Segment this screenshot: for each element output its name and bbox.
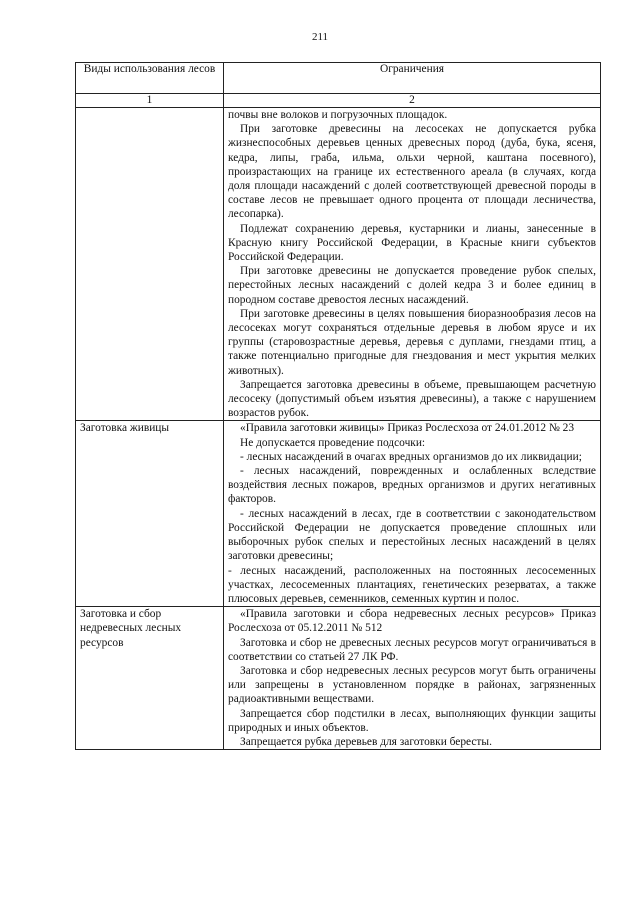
restriction-paragraph: При заготовке древесины на лесосеках не допускается рубка жизнеспособных деревьев ценных древесных пород (дуба, бука, ясеня, кедра, липы, граба, ильма, ольхи черной, каштана посевного), произрастающих на границе их естественного ареала (в случаях, когда доля площади насаждений с долей соответствующей древесной породы в составе лесов не превышает одного процента от площади лесничества, лесопарка). bbox=[228, 123, 596, 221]
table-row bbox=[76, 607, 601, 750]
restriction-paragraph: - лесных насаждений, поврежденных и ослабленных вследствие воздействия лесных пожаров, вредных организмов и других негативных факторов. bbox=[228, 465, 596, 506]
column-number-row bbox=[76, 94, 601, 108]
table-row bbox=[76, 421, 601, 607]
restriction-paragraph: Подлежат сохранению деревья, кустарники и лианы, занесенные в Красную книгу Российской Федерации, в Красные книги субъектов Российской Федерации. bbox=[228, 222, 596, 264]
page-number: 211 bbox=[311, 31, 329, 43]
restriction-paragraph: - лесных насаждений в очагах вредных организмов до их ликвидации; bbox=[240, 450, 582, 463]
column-number-2: 2 bbox=[224, 94, 601, 108]
restriction-paragraph: - лесных насаждений, расположенных на постоянных лесосеменных участках, лесосеменных плантациях, генетических резерватах, а также плюсовых деревьев, семенников, семенных куртин и полос. bbox=[228, 564, 596, 605]
table-header-row bbox=[76, 63, 601, 94]
restriction-paragraph: Не допускается проведение подсочки: bbox=[240, 436, 426, 449]
restriction-paragraph: Заготовка и сбор недревесных лесных ресурсов могут быть ограничены или запрещены в установленном порядке в районах, загрязненных радиоактивными веществами. bbox=[228, 664, 596, 706]
restriction-paragraph: «Правила заготовки и сбора недревесных лесных ресурсов» Приказ Рослесхоза от 05.12.2011 № 512 bbox=[228, 608, 596, 635]
restriction-paragraph: При заготовке древесины не допускается проведение рубок спелых, перестойных лесных насаждений с долей кедра 3 и более единиц в породном составе древостоя лесных насаждений. bbox=[228, 265, 596, 306]
restriction-paragraph: Запрещается сбор подстилки в лесах, выполняющих функции защиты природных и иных объектов. bbox=[228, 707, 596, 734]
restriction-paragraph: почвы вне волоков и погрузочных площадок. bbox=[228, 109, 448, 121]
restriction-paragraph: Запрещается рубка деревьев для заготовки бересты. bbox=[240, 735, 492, 748]
column-header-restrictions: Ограничения bbox=[224, 63, 601, 94]
restriction-paragraph: Запрещается заготовка древесины в объеме, превышающем расчетную лесосеку (допустимый объем изъятия древесины), а также с нарушением возрастов рубок. bbox=[228, 378, 596, 420]
use-type-cell: Заготовка и сбор недревесных лесных ресурсов bbox=[76, 607, 224, 750]
column-number-1: 1 bbox=[76, 94, 224, 108]
table-row bbox=[76, 108, 601, 421]
restrictions-table bbox=[75, 62, 601, 750]
column-header-use-type: Виды использования лесов bbox=[76, 63, 224, 94]
restriction-paragraph: - лесных насаждений в лесах, где в соответствии с законодательством Российской Федерации не допускается проведение сплошных или выборочных рубок спелых и перестойных лесных насаждений в целях заготовки древесины; bbox=[228, 507, 596, 563]
restriction-paragraph: Заготовка и сбор не древесных лесных ресурсов могут ограничиваться в соответствии со статьей 27 ЛК РФ. bbox=[228, 636, 596, 663]
restrictions-cell bbox=[224, 421, 601, 607]
restriction-paragraph: «Правила заготовки живицы» Приказ Рослесхоза от 24.01.2012 № 23 bbox=[240, 422, 575, 435]
restrictions-cell bbox=[224, 108, 601, 421]
restriction-paragraph: При заготовке древесины в целях повышения биоразнообразия лесов на лесосеках могут сохраняться отдельные деревья в любом ярусе и их группы (старовозрастные деревья, деревья с дуплами, гнездами птиц, а также потенциально пригодные для гнездования и мест укрытия мелких животных). bbox=[228, 307, 596, 377]
use-type-cell bbox=[76, 108, 224, 421]
use-type-cell: Заготовка живицы bbox=[76, 421, 224, 607]
restrictions-cell bbox=[224, 607, 601, 750]
